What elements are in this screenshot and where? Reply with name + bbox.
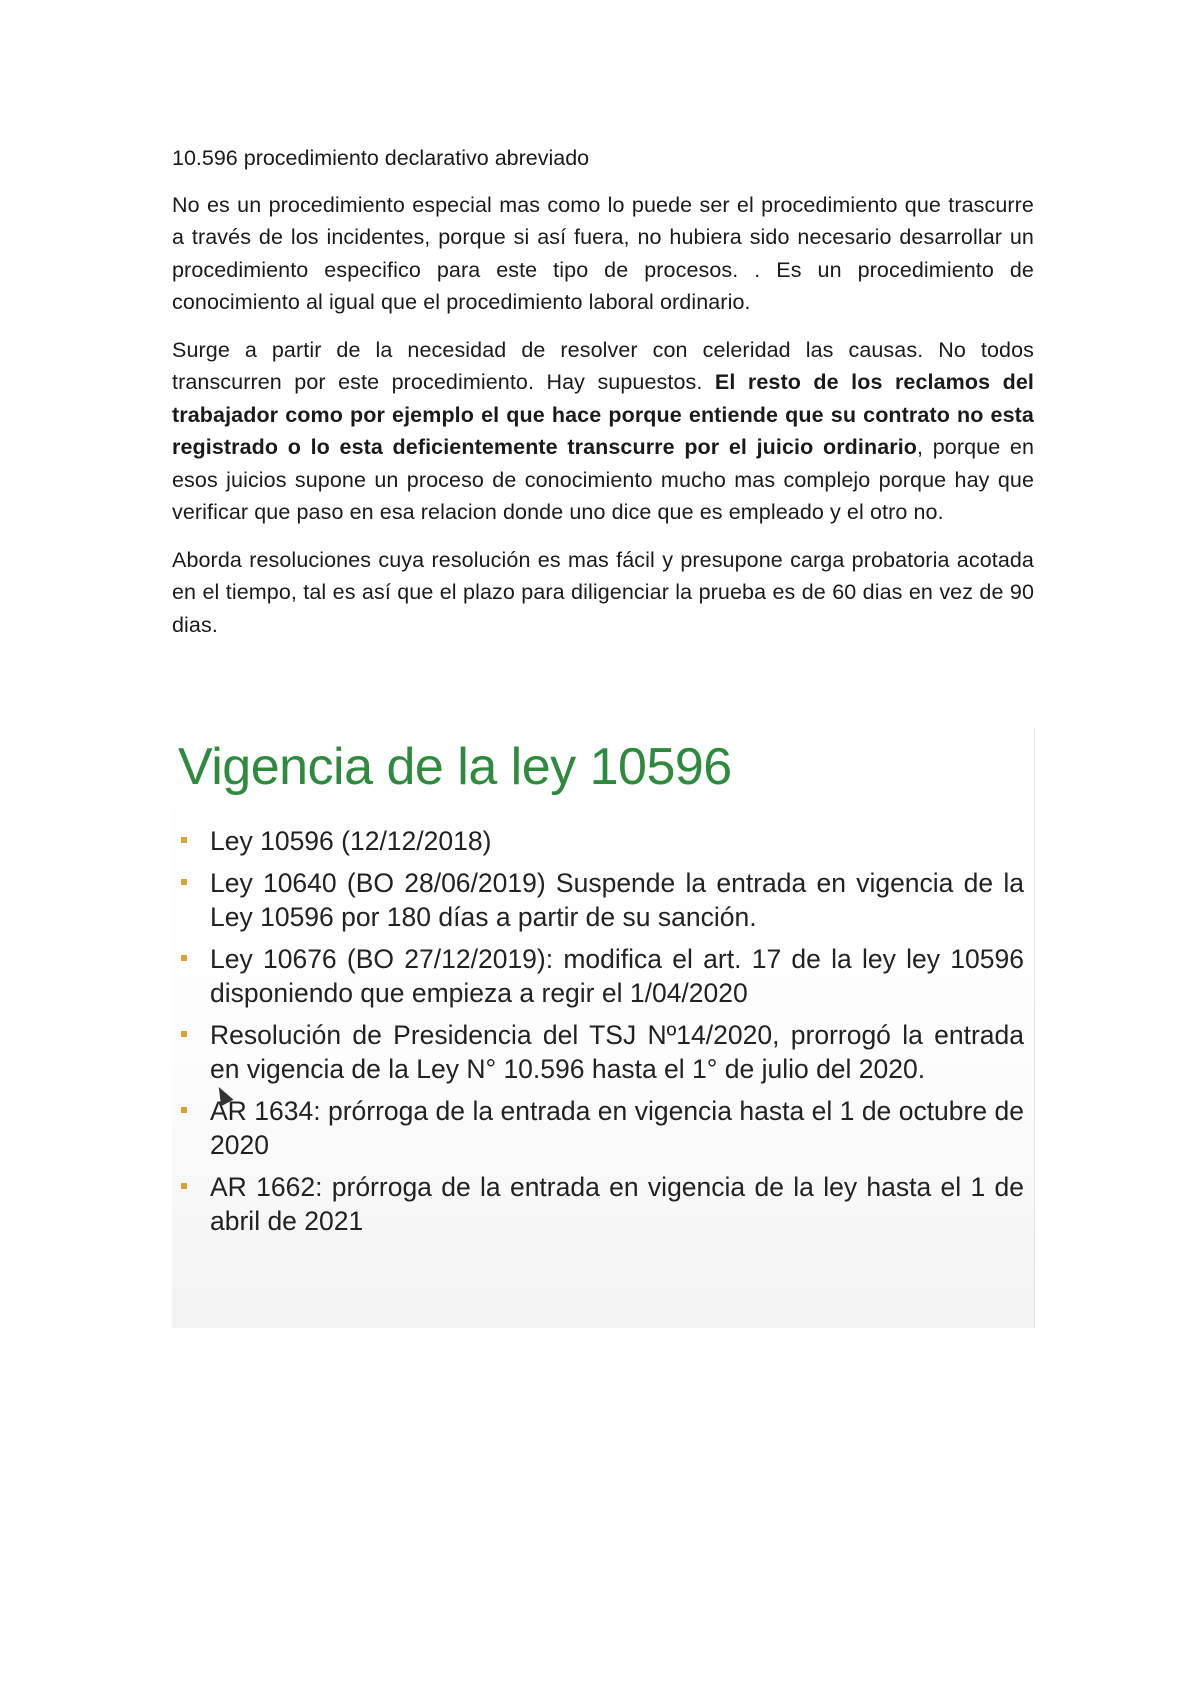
slide-bullet bbox=[172, 1094, 1024, 1162]
paragraph-2-bold: El resto de los reclamos del trabajador como por ejemplo el que hace porque entiende que su contrato no esta registrado o lo esta deficientemente transcurre por el juicio ordinario bbox=[172, 370, 1034, 459]
slide-bullet bbox=[172, 1018, 1024, 1086]
square-bullet-icon bbox=[181, 837, 187, 843]
slide-bullet bbox=[172, 824, 1024, 858]
paragraph-2 bbox=[172, 334, 1034, 529]
slide-image bbox=[172, 728, 1035, 1328]
slide-bullet-text: Ley 10640 (BO 28/06/2019) Suspende la entrada en vigencia de la Ley 10596 por 180 días a partir de su sanción. bbox=[210, 868, 1024, 932]
slide-bullet-text: Ley 10676 (BO 27/12/2019): modifica el art. 17 de la ley ley 10596 disponiendo que empieza a regir el 1/04/2020 bbox=[210, 944, 1024, 1008]
paragraph-3: Aborda resoluciones cuya resolución es mas fácil y presupone carga probatoria acotada en el tiempo, tal es así que el plazo para diligenciar la prueba es de 60 dias en vez de 90 dias. bbox=[172, 547, 1034, 637]
document-body bbox=[172, 142, 1034, 656]
slide-bullet-text: Resolución de Presidencia del TSJ Nº14/2020, prorrogó la entrada en vigencia de la Ley N° 10.596 hasta el 1° de julio del 2020. bbox=[210, 1020, 1024, 1084]
square-bullet-icon bbox=[181, 1183, 187, 1189]
slide-bullet-text: Ley 10596 (12/12/2018) bbox=[210, 826, 492, 856]
square-bullet-icon bbox=[181, 1031, 187, 1037]
document-title: 10.596 procedimiento declarativo abreviado bbox=[172, 146, 590, 170]
paragraph-2-intro: Surge a partir de la necesidad de resolver con celeridad las causas. No todos transcurren por este procedimiento. Hay supuestos. bbox=[172, 337, 1034, 394]
square-bullet-icon bbox=[181, 1107, 187, 1113]
square-bullet-icon bbox=[181, 879, 187, 885]
paragraph-2-rest: , porque en esos juicios supone un proceso de conocimiento mucho mas complejo porque hay que verificar que paso en esa relacion donde uno dice que es empleado y el otro no. bbox=[172, 435, 1035, 524]
square-bullet-icon bbox=[181, 955, 187, 961]
slide-bullet bbox=[172, 942, 1024, 1010]
slide-bullet bbox=[172, 1170, 1024, 1238]
slide-bullet-text: AR 1662: prórroga de la entrada en vigencia de la ley hasta el 1 de abril de 2021 bbox=[210, 1172, 1024, 1236]
slide-title: Vigencia de la ley 10596 bbox=[178, 738, 732, 796]
slide-bullet-list bbox=[172, 824, 1024, 1246]
slide-bullet-text: AR 1634: prórroga de la entrada en vigencia hasta el 1 de octubre de 2020 bbox=[210, 1096, 1024, 1160]
slide-bullet bbox=[172, 866, 1024, 934]
paragraph-1: No es un procedimiento especial mas como lo puede ser el procedimiento que trascurre a través de los incidentes, porque si así fuera, no hubiera sido necesario desarrollar un procedimiento especifico para este tipo de procesos. . Es un procedimiento de conocimiento al igual que el procedimiento laboral ordinario. bbox=[172, 192, 1034, 314]
